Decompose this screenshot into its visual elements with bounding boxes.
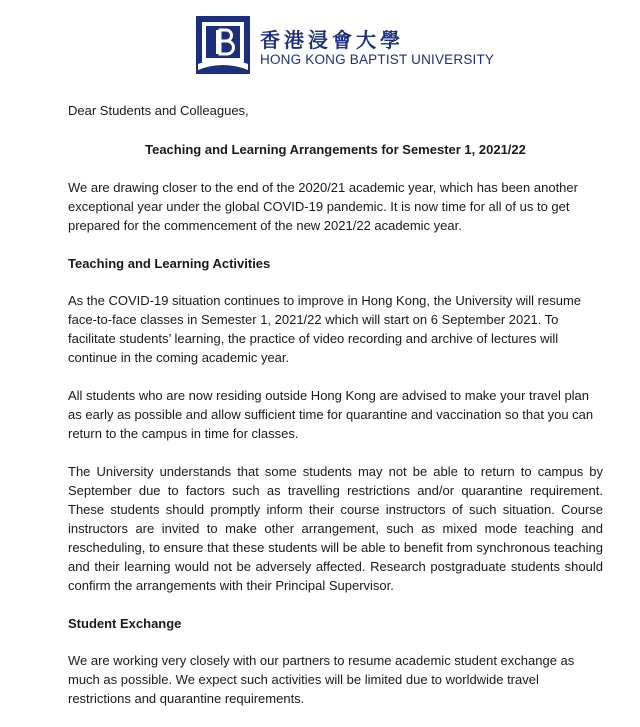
letter-body	[68, 101, 603, 727]
intro-paragraph: We are drawing closer to the end of the 2020/21 academic year, which has been another exceptional year under the global COVID-19 pandemic. It is now time for all of us to get prepared for the commencement of the new 2021/22 academic year.	[68, 180, 578, 233]
exchange-paragraph-1: We are working very closely with our partners to resume academic student exchange as much as possible. We expect such activities will be limited due to worldwide travel restrictions and quarantine requirements.	[68, 653, 575, 706]
university-name	[260, 14, 495, 76]
university-name-english: HONG KONG BAPTIST UNIVERSITY	[260, 52, 495, 67]
section-heading-teaching: Teaching and Learning Activities	[68, 256, 271, 271]
university-name-chinese: 香港浸會大學	[260, 28, 404, 52]
teaching-paragraph-2: All students who are now residing outside Hong Kong are advised to make your travel plan as early as possible and allow sufficient time for quarantine and vaccination so that you can return to the campus in time for classes.	[68, 388, 594, 441]
university-header	[194, 14, 495, 76]
teaching-paragraph-3: The University understands that some students may not be able to return to campus by September due to factors such as travelling restrictions and/or quarantine requirement. These students should promptly inform their course instructors of such situation. Course instructors are invited to make other arrangement, such as mixed mode teaching and rescheduling, to ensure that these students will be able to benefit from synchronous teaching and their learning would not be adversely affected. Research postgraduate students should confirm the arrangements with their Principal Supervisor.	[68, 464, 603, 593]
section-heading-exchange: Student Exchange	[68, 616, 182, 631]
salutation: Dear Students and Colleagues,	[68, 103, 249, 118]
letter-title: Teaching and Learning Arrangements for Semester 1, 2021/22	[145, 142, 526, 157]
hkbu-crest-icon	[194, 14, 252, 76]
teaching-paragraph-1: As the COVID-19 situation continues to improve in Hong Kong, the University will resume face-to-face classes in Semester 1, 2021/22 which will start on 6 September 2021. To facilitate students’ learning, the practice of video recording and archive of lectures will continue in the coming academic year.	[68, 293, 582, 365]
